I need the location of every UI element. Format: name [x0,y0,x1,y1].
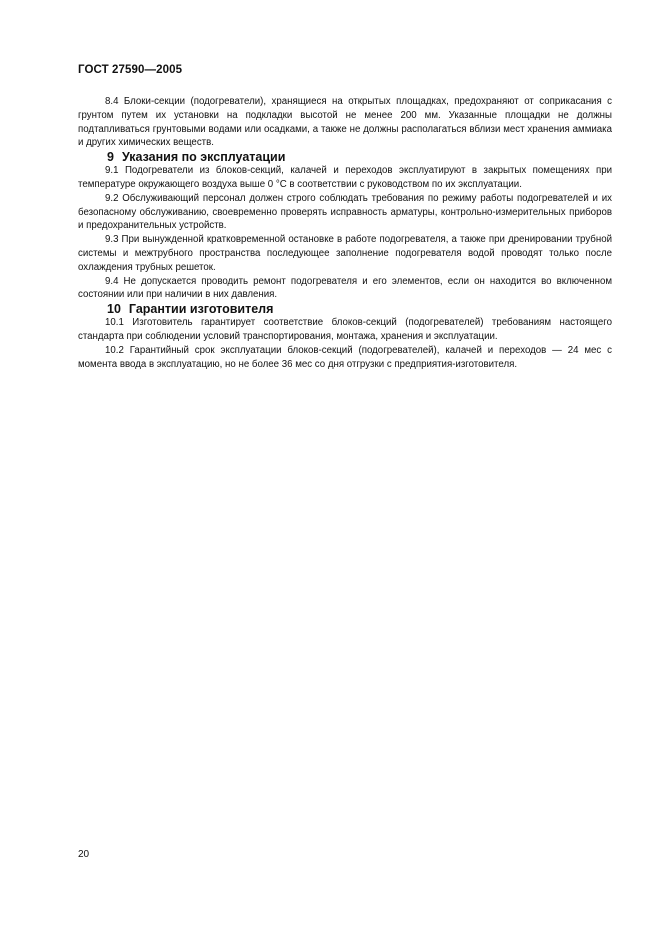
paragraph-9-1: 9.1 Подогреватели из блоков-секций, калачей и переходов эксплуатируют в закрытых помещениях при температуре окружающего воздуха выше 0 °С в соответствии с руководством по их эксплуатации. [78,165,612,190]
section-10-heading [78,302,612,316]
section-10-number: 10 [107,302,121,317]
paragraph-10-1: 10.1 Изготовитель гарантирует соответствие блоков-секций (подогревателей) требованиям настоящего стандарта при соблюдении условий транспортирования, монтажа, хранения и эксплуатации. [78,317,612,342]
section-10-title: Гарантии изготовителя [128,302,274,317]
page-number: 20 [78,849,90,860]
page-content [78,95,612,371]
section-9-heading [78,150,612,164]
standard-code-header: ГОСТ 27590—2005 [78,64,183,76]
paragraph-8-4: 8.4 Блоки-секции (подогреватели), хранящиеся на открытых площадках, предохраняют от соприкасания с грунтом путем их установки на подкладки высотой не менее 200 мм. Указанные площадки не должны подтапливаться грунтовыми водами или осадками, а также не должны располагаться вблизи мест хранения аммиака и других химических веществ. [78,96,612,149]
paragraph-9-4: 9.4 Не допускается проводить ремонт подогревателя и его элементов, если он находится во включенном состоянии или при наличии в них давления. [78,275,612,301]
section-9-number: 9 [107,150,114,165]
paragraph-9-3: 9.3 При вынужденной кратковременной остановке в работе подогревателя, а также при дренировании трубной системы и межтрубного пространства последующее заполнение подогревателя водой проводят только после охлаждения трубных решеток. [78,234,612,273]
paragraph-9-2: 9.2 Обслуживающий персонал должен строго соблюдать требования по режиму работы подогревателей и их безопасному обслуживанию, своевременно проверять исправность арматуры, контрольно-измерительных приборов и предохранительных устройств. [78,192,612,232]
section-9-title: Указания по эксплуатации [121,150,286,165]
paragraph-10-2: 10.2 Гарантийный срок эксплуатации блоков-секций (подогревателей), калачей и переходов — 24 мес с момента ввода в эксплуатацию, но не более 36 мес со дня отгрузки с предприятия-изготовителя. [78,344,612,370]
